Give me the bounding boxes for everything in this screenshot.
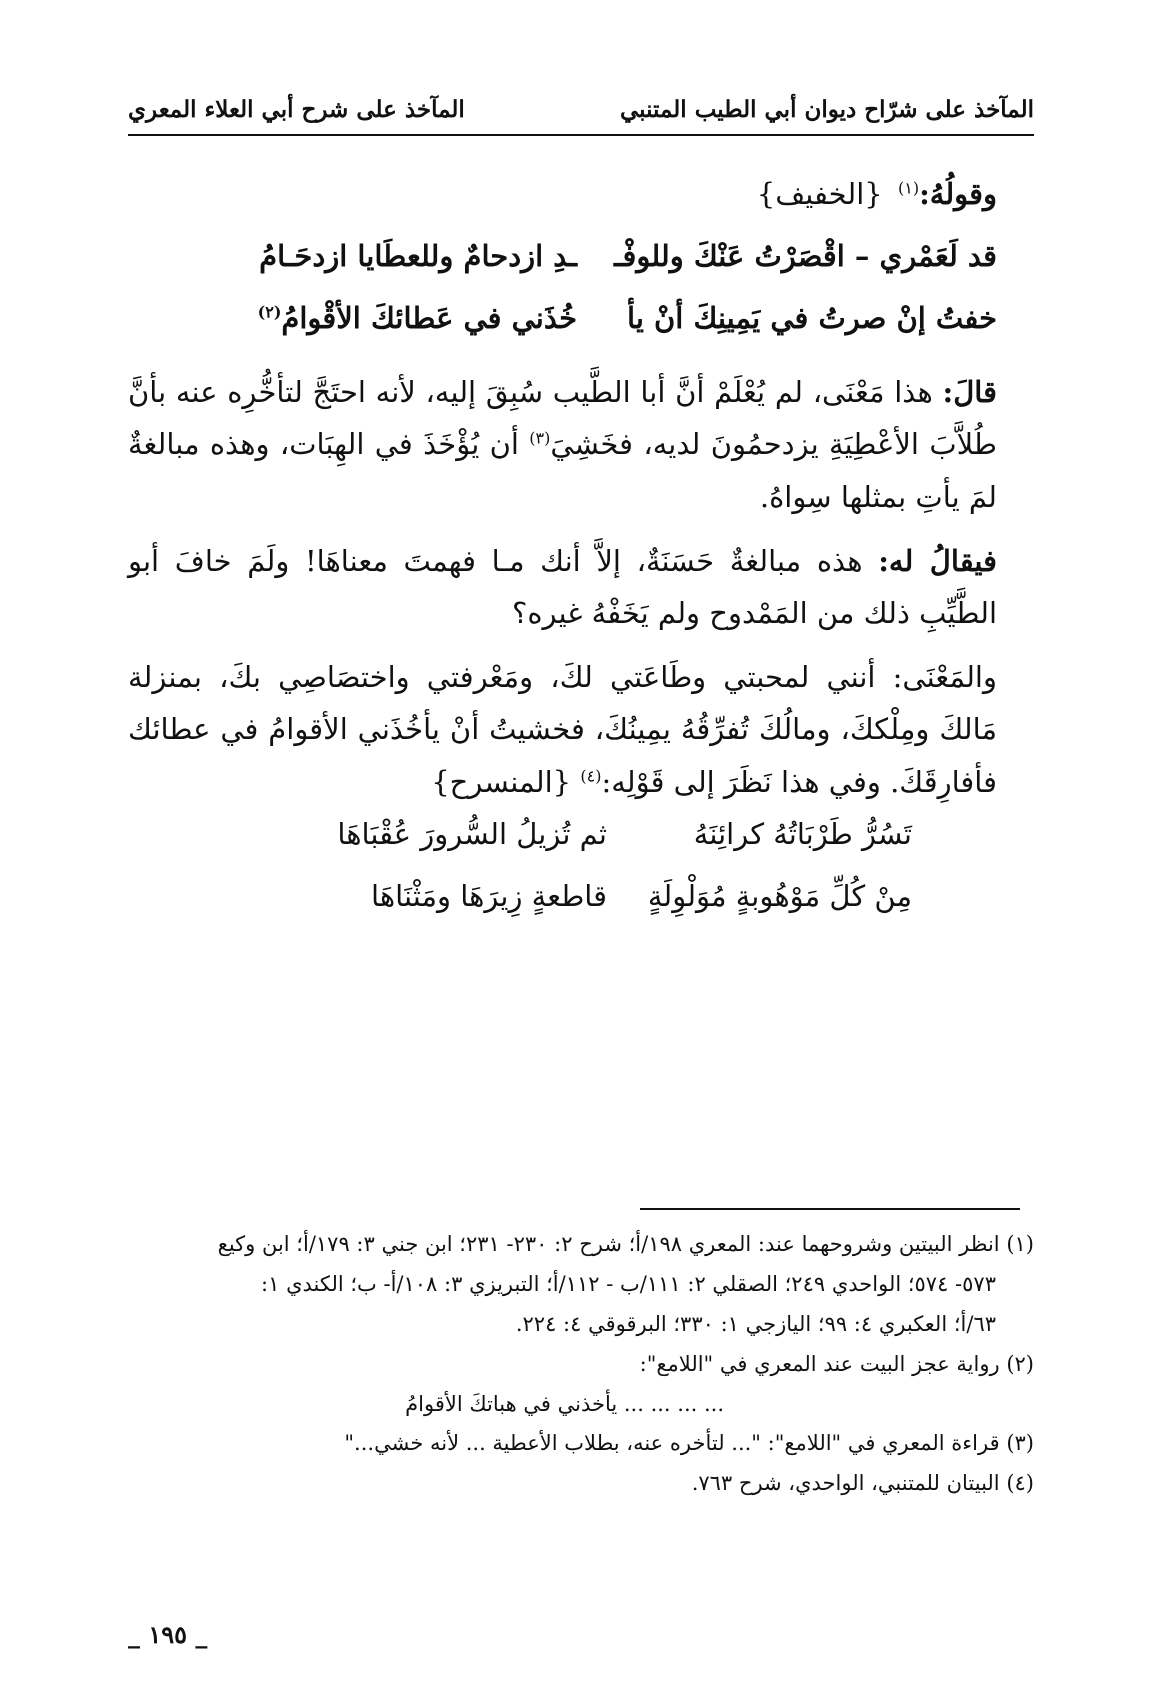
footnote-divider [640, 1208, 1020, 1210]
verse-second-hemistich: ـدِ ازدحامٌ وللعطَايا ازدحَـامُ [259, 239, 577, 274]
verse-second-hemistich: قاطعةٍ زِيرَهَا ومَثْنَاهَا [371, 878, 607, 913]
verse-second-hemistich [217, 292, 577, 344]
verse-second-hemistich: ثم تُزيلُ السُّرورَ عُقْبَاهَا [337, 816, 607, 851]
footnote-line: (٤) البيتان للمتنبي، الواحدي، شرح ٧٦٣. [691, 1471, 1034, 1496]
paragraph-label: والمَعْنَى: [892, 660, 997, 695]
running-header [128, 90, 1034, 136]
paragraph-maana [128, 651, 997, 808]
paragraph-label: فيقالُ له: [878, 543, 998, 578]
footnote-ref-3: (٣) [529, 428, 551, 448]
intro-lead: وقولُهُ: [919, 177, 997, 211]
header-divider [128, 134, 1034, 136]
footnote-ref-4: (٤) [580, 765, 602, 785]
quote-intro [128, 168, 997, 220]
footnote-quote: ... ... ... ... يأخذني في هباتكَ الأقوامُ [405, 1391, 724, 1416]
paragraph-qal [128, 366, 997, 523]
paragraph-text: أنني لمحبتي وطَاعَتي لكَ، ومَعْرفتي واختصَاصِي بكَ، بمنزلة مَالكَ ومِلْككَ، ومالُكَ تُفرِّقُهُ يمِينُكَ، فخشيتُ أنْ يأخُذَني الأقوامُ في عطائك فأفارِقَكَ. وفي هذا نَظَرَ إلى قَوْلِه: [128, 660, 997, 799]
footnote-line: (٣) قراءة المعري في "اللامع": "... لتأخره عنه، بطلاب الأعطية ... لأنه خشي..." [344, 1431, 1034, 1456]
footnote-ref-2: (٢) [257, 302, 282, 322]
verse-line [128, 230, 997, 292]
verse-line [128, 870, 997, 932]
verse-first-hemistich: خفتُ إنْ صرتُ في يَمِينِكَ أنْ يأ [626, 301, 997, 336]
footnote-line: (١) انظر البيتين وشروحهما عند: المعري ١٩٨/أ؛ شرح ٢: ٢٣٠- ٢٣١؛ ابن جني ٣: ١٧٩/أ؛ ابن وكيع [217, 1232, 1034, 1256]
paragraph-fayuqal [128, 535, 997, 639]
meter-label: {الخفيف} [756, 177, 883, 211]
verse-first-hemistich: مِنْ كُلِّ مَوْهُوبةٍ مُوَلْوِلَةٍ [647, 878, 912, 913]
footnote-line: (٢) رواية عجز البيت عند المعري في "اللامع": [639, 1351, 1034, 1376]
page-number: _ ١٩٥ _ [128, 1620, 208, 1649]
paragraph-text: هذا مَعْنَى، لم يُعْلَمْ أنَّ أبا الطَّيب سُبِقَ إليه، لأنه احتَجَّ لتأخُّرِه عنه بأنَّ طُلاَّبَ الأعْطِيَةِ يزدحمُونَ لديه، فخَشِيَ [128, 375, 997, 462]
meter-label: {المنسرح} [431, 764, 572, 799]
footnote-line: ٦٣/أ؛ العكبري ٤: ٩٩؛ اليازجي ١: ٣٣٠؛ البرقوقي ٤: ٢٢٤. [515, 1311, 996, 1336]
verse-first-hemistich: تَسُرُّ طَرْبَاتُهُ كرائِنَهُ [693, 816, 912, 851]
paragraph-text: أن يُؤْخَذَ في الهِبَات، وهذه مبالغةٌ لمَ يأتِ بمثلها سِواهُ. [128, 427, 997, 514]
header-book-title: المآخذ على شرّاح ديوان أبي الطيب المتنبي [620, 96, 1034, 123]
verse-line [128, 292, 997, 354]
header-section-title: المآخذ على شرح أبي العلاء المعري [128, 96, 465, 123]
verse-line [128, 808, 997, 870]
footnotes [128, 1225, 1034, 1504]
verse-first-hemistich: قد لَعَمْري – اقْصَرْتُ عَنْكَ وللوفْـ [613, 239, 997, 274]
paragraph-label: قالَ: [942, 375, 997, 410]
footnote-ref-1: (١) [897, 178, 920, 198]
main-text [128, 168, 997, 932]
paragraph-text: هذه مبالغةٌ حَسَنَةٌ، إلاَّ أنك مـا فهمتَ معناهَا! ولَمَ خافَ أبو الطَّيِّبِ ذلك من المَمْدوح ولم يَخَفْهُ غيره؟ [128, 543, 997, 630]
footnote-line: ٥٧٣- ٥٧٤؛ الواحدي ٢٤٩؛ الصقلي ٢: ١١١/ب - ١١٢/أ؛ التبريزي ٣: ١٠٨/أ- ب؛ الكندي ١: [261, 1271, 996, 1296]
verse-text: خُذَني في عَطائكَ الأقْوامُ [281, 301, 577, 336]
